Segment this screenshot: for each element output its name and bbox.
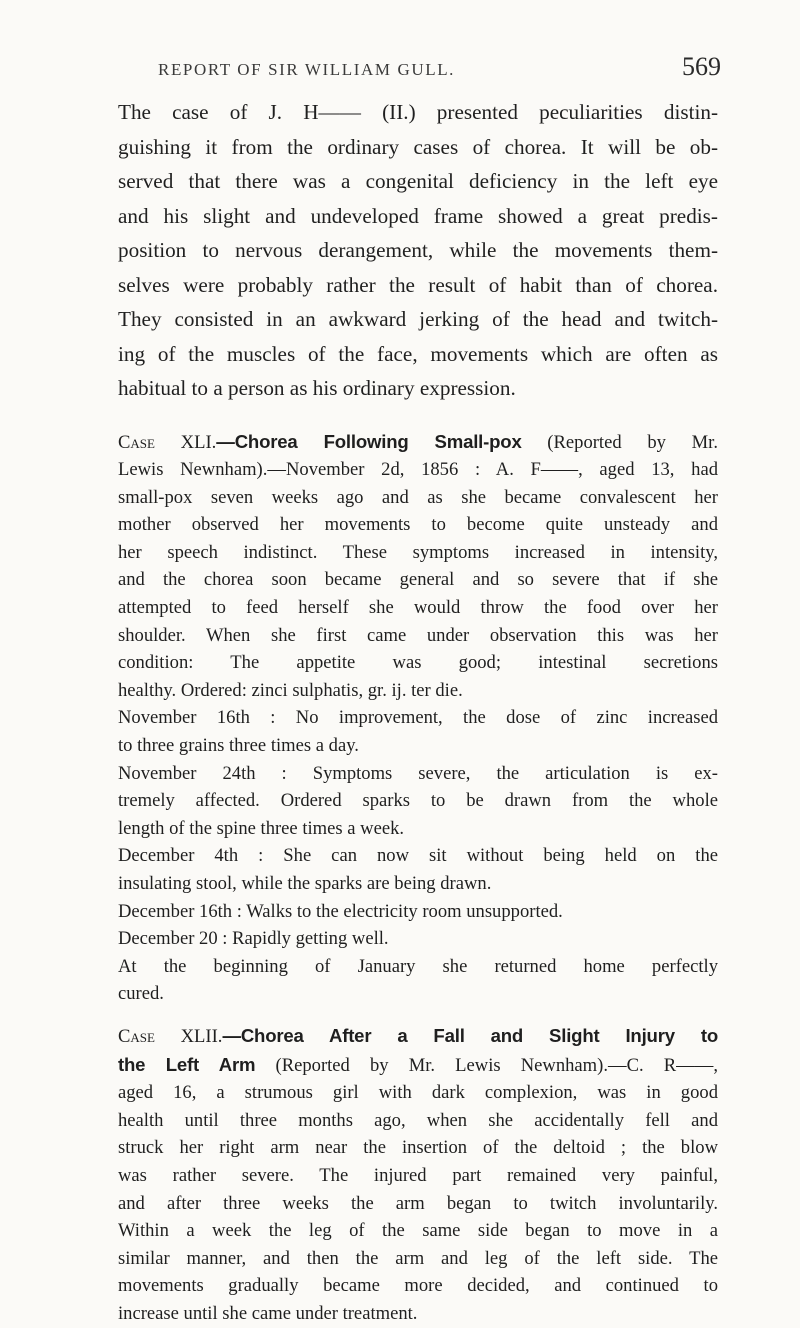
text-line: similar manner, and then the arm and leg of the left side. The: [118, 1247, 718, 1269]
text-line: They consisted in an awkward jerking of the head and twitch-: [118, 307, 718, 331]
text-line: Lewis Newnham).—November 2d, 1856 : A. F——, aged 13, had: [118, 459, 718, 481]
text-line: served that there was a congenital deficiency in the left eye: [118, 169, 718, 193]
text-line: movements gradually became more decided, and continued to: [118, 1275, 718, 1297]
text-line: selves were probably rather the result of habit than of chorea.: [118, 272, 718, 297]
running-header: [158, 52, 721, 86]
entry-line: to three grains three times a day.: [118, 735, 359, 757]
text-line: and the chorea soon became general and so severe that if she: [118, 569, 718, 591]
text-line: condition: The appetite was good; intestinal secretions: [118, 652, 718, 674]
text-line: attempted to feed herself she would throw the food over her: [118, 597, 718, 619]
case-42-label: Case XLII.: [118, 1025, 223, 1047]
text-line: The case of J. H—— (II.) presented peculiarities distin-: [118, 100, 718, 124]
entry-line: cured.: [118, 983, 164, 1005]
text-line: small-pox seven weeks ago and as she became convalescent her: [118, 486, 718, 508]
case-41-section: [118, 428, 718, 1008]
running-title: REPORT OF SIR WILLIAM GULL.: [158, 60, 456, 79]
intro-paragraph: [118, 95, 718, 406]
case-42-heading-line: [118, 1022, 718, 1051]
case-42-heading-line-2: [118, 1051, 718, 1080]
case-41-reporter: (Reported by Mr.: [521, 431, 718, 453]
entry-line: November 16th : No improvement, the dose of zinc increased: [118, 707, 718, 729]
text-line: mother observed her movements to become quite unsteady and: [118, 514, 718, 536]
page-body: [118, 95, 718, 1328]
text-line: guishing it from the ordinary cases of chorea. It will be ob-: [118, 134, 718, 159]
text-line: and after three weeks the arm began to twitch involuntarily.: [118, 1192, 718, 1214]
text-line: her speech indistinct. These symptoms increased in intensity,: [118, 541, 718, 563]
entry-line: December 20 : Rapidly getting well.: [118, 928, 389, 950]
text-line: aged 16, a strumous girl with dark complexion, was in good: [118, 1082, 718, 1104]
case-42-title: —Chorea After a Fall and Slight Injury to: [222, 1024, 718, 1046]
text-line: position to nervous derangement, while the movements them-: [118, 238, 718, 262]
text-line: habitual to a person as his ordinary expression.: [118, 376, 516, 400]
case-41-label: Case XLI.: [118, 431, 217, 453]
text-line: healthy. Ordered: zinci sulphatis, gr. ij. ter die.: [118, 679, 463, 701]
case-42-reporter: (Reported by Mr. Lewis Newnham).—C. R——,: [255, 1054, 718, 1076]
case-41-heading-line: [118, 428, 718, 457]
text-line: health until three months ago, when she accidentally fell and: [118, 1109, 718, 1131]
entry-line: length of the spine three times a week.: [118, 817, 405, 839]
entry-line: At the beginning of January she returned home perfectly: [118, 955, 718, 977]
text-line: and his slight and undeveloped frame showed a great predis-: [118, 203, 718, 228]
text-line: increase until she came under treatment.: [118, 1302, 418, 1324]
text-line: was rather severe. The injured part remained very painful,: [118, 1164, 718, 1186]
text-line: struck her right arm near the insertion of the deltoid ; the blow: [118, 1137, 718, 1159]
entry-line: tremely affected. Ordered sparks to be drawn from the whole: [118, 790, 718, 812]
case-41-title: —Chorea Following Small-pox: [216, 430, 522, 452]
entry-line: December 4th : She can now sit without being held on the: [118, 845, 718, 867]
text-line: Within a week the leg of the same side began to move in a: [118, 1220, 718, 1242]
case-42-section: [118, 1022, 718, 1328]
entry-line: November 24th : Symptoms severe, the articulation is ex-: [118, 762, 718, 784]
text-line: shoulder. When she first came under observation this was her: [118, 624, 718, 646]
page-number: 569: [682, 52, 721, 81]
text-line: ing of the muscles of the face, movements which are often as: [118, 341, 718, 366]
entry-line: December 16th : Walks to the electricity room unsupported.: [118, 900, 563, 922]
case-42-title-2: the Left Arm: [118, 1053, 256, 1075]
entry-line: insulating stool, while the sparks are being drawn.: [118, 873, 492, 894]
